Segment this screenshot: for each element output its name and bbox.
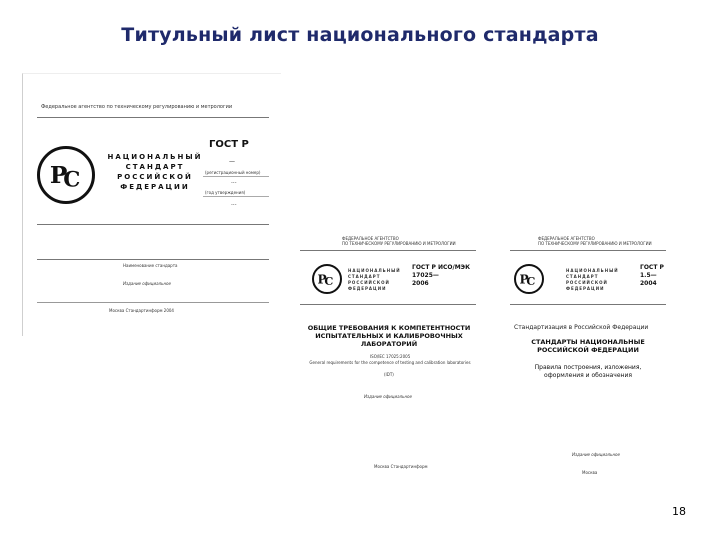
system-label: Стандартизация в Российской Федерации bbox=[514, 324, 649, 331]
publisher-label: Москва bbox=[582, 470, 598, 475]
agency-line: Федеральное агентство по техническому регулированию и метрологии bbox=[41, 104, 233, 110]
slide-title: Титульный лист национального стандарта bbox=[121, 24, 599, 46]
title-sheet-gost-1-5: ФЕДЕРАЛЬНОЕ АГЕНТСТВО ПО ТЕХНИЧЕСКОМУ РЕГУЛИРОВАНИЮ И МЕТРОЛОГИИ Р С НАЦИОНАЛЬНЫЙ СТАНДАРТ РОССИЙСКОЙ ФЕДЕРАЦИИ ГОСТ Р 1.5— 2004 Стандартизация в Российской Федерации СТАНДАРТЫ НАЦИОНАЛЬНЫЕ РОССИЙСКОЙ ФЕДЕРАЦИИ Правила построения, изложения, оформления и обозначения Издание официальное Москва bbox=[506, 224, 670, 480]
svg-text:С: С bbox=[324, 274, 334, 289]
svg-text:Р: Р bbox=[519, 272, 529, 287]
svg-text:Р: Р bbox=[49, 162, 68, 190]
publisher-line: Москва Стандартинформ 2004 bbox=[109, 308, 174, 313]
slide-number: 18 bbox=[672, 505, 686, 518]
edition-label: Издание официальное bbox=[572, 452, 620, 457]
pst-logo-icon bbox=[514, 264, 544, 294]
national-standard-label: НАЦИОНАЛЬНЫЙ СТАНДАРТ РОССИЙСКОЙ ФЕДЕРАЦИИ bbox=[566, 268, 619, 291]
standard-title: ОБЩИЕ ТРЕБОВАНИЯ К КОМПЕТЕНТНОСТИ ИСПЫТАТЕЛЬНЫХ И КАЛИБРОВОЧНЫХ ЛАБОРАТОРИЙ bbox=[307, 324, 471, 348]
name-placeholder: Наименование стандарта bbox=[123, 263, 178, 268]
edition-label: Издание официальное bbox=[364, 394, 412, 399]
national-standard-label: НАЦИОНАЛЬНЫЙ СТАНДАРТ РОССИЙСКОЙ ФЕДЕРАЦИИ bbox=[348, 268, 401, 291]
gost-label: ГОСТ Р bbox=[209, 139, 249, 150]
pst-logo-icon bbox=[37, 146, 95, 204]
svg-text:С: С bbox=[63, 167, 81, 193]
reg-number-field: (регистрационный номер) bbox=[205, 170, 261, 175]
title-sheet-iso17025: ФЕДЕРАЛЬНОЕ АГЕНТСТВО ПО ТЕХНИЧЕСКОМУ РЕГУЛИРОВАНИЮ И МЕТРОЛОГИИ Р С НАЦИОНАЛЬНЫЙ СТАНДАРТ РОССИЙСКОЙ ФЕДЕРАЦИИ ГОСТ Р ИСО/МЭК 17025— 2006 ОБЩИЕ ТРЕБОВАНИЯ К КОМПЕТЕНТНОСТИ ИСПЫТАТЕЛЬНЫХ И КАЛИБРОВОЧНЫХ ЛАБОРАТОРИЙ ISO/IEC 17025:2005 General requirements for the competence of testing and calibration laboratories (IDT) Издание официальное Москва Стандартинформ bbox=[294, 224, 484, 480]
divider bbox=[37, 117, 269, 118]
svg-text:Р: Р bbox=[317, 272, 327, 287]
gost-number: ГОСТ Р ИСО/МЭК 17025— 2006 bbox=[412, 264, 470, 287]
standard-subtitle: Правила построения, изложения, оформления и обозначения bbox=[534, 364, 642, 379]
edition-label: Издание официальное bbox=[123, 281, 171, 286]
svg-text:С: С bbox=[526, 274, 536, 289]
national-standard-label: НАЦИОНАЛЬНЫЙ СТАНДАРТ РОССИЙСКОЙ ФЕДЕРАЦИИ bbox=[107, 153, 203, 191]
pst-logo-icon bbox=[312, 264, 342, 294]
standard-title: СТАНДАРТЫ НАЦИОНАЛЬНЫЕ РОССИЙСКОЙ ФЕДЕРАЦИИ bbox=[531, 338, 645, 354]
year-field: (год утверждения) bbox=[205, 190, 246, 195]
title-sheet-template: Федеральное агентство по техническому регулированию и метрологии Р С НАЦИОНАЛЬНЫЙ СТАНДАРТ РОССИЙСКОЙ ФЕДЕРАЦИИ ГОСТ Р — (регистрационный номер) ... (год утверждения) ... Наименование стандарта Издание официальное Москва Стандартинформ 2004 bbox=[22, 73, 281, 336]
publisher-label: Москва Стандартинформ bbox=[374, 464, 428, 469]
gost-number: ГОСТ Р 1.5— 2004 bbox=[640, 264, 664, 287]
